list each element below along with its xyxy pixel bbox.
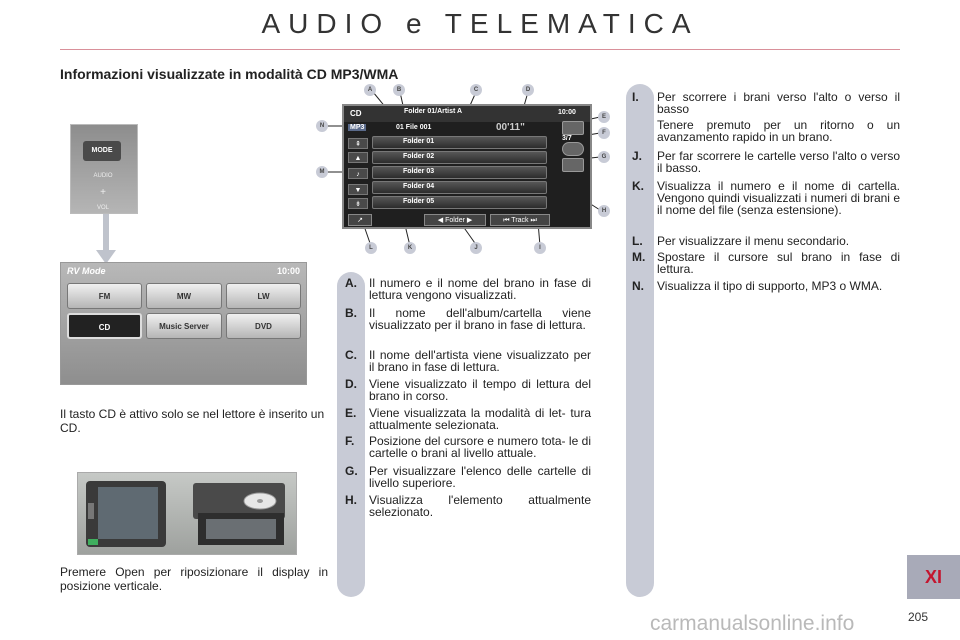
legend-letter: J. bbox=[632, 149, 643, 163]
plus-label: + bbox=[100, 187, 106, 198]
screen-clock: 10:00 bbox=[558, 109, 576, 116]
page-number: 205 bbox=[908, 610, 929, 624]
scroll-top-icon[interactable]: ⇞ bbox=[348, 138, 368, 149]
legend-text: Tenere premuto per un ritorno o un avanzamento rapido in un brano. bbox=[657, 118, 900, 144]
callout-d: D bbox=[522, 84, 534, 96]
legend-letter: C. bbox=[345, 348, 357, 362]
rv-button-lw[interactable]: LW bbox=[226, 283, 301, 309]
legend-text: Viene visualizzato il tempo di lettura del brano in corso. bbox=[369, 377, 591, 403]
screen-folder-artist: Folder 01/Artist A bbox=[404, 108, 463, 115]
legend-text: Visualizza il tipo di supporto, MP3 o WMA. bbox=[657, 279, 883, 293]
scroll-up-icon[interactable]: ▲ bbox=[348, 152, 368, 163]
legend-text-block bbox=[657, 91, 900, 147]
rv-mode-title: RV Mode bbox=[67, 266, 106, 276]
legend-text: Per far scorrere le cartelle verso l'alto o verso il basso. bbox=[657, 149, 900, 175]
screen-file: 01 File 001 bbox=[396, 124, 432, 131]
legend-text: Viene visualizzata la modalità di let- tura attualmente selezionata. bbox=[369, 406, 591, 432]
folder-label: Folder 01 bbox=[403, 138, 435, 145]
screen-top-bar bbox=[344, 106, 590, 122]
folder-label: Folder 03 bbox=[403, 168, 435, 175]
callout-e: E bbox=[598, 111, 610, 123]
scroll-down-icon[interactable]: ▼ bbox=[348, 184, 368, 195]
callout-g: G bbox=[598, 151, 610, 163]
callout-l: L bbox=[365, 242, 377, 254]
open-note: Premere Open per riposizionare il display in posizione verticale. bbox=[60, 565, 328, 593]
callout-i: I bbox=[534, 242, 546, 254]
legend-letter: B. bbox=[345, 306, 357, 320]
folder-label: Folder 04 bbox=[403, 183, 435, 190]
rv-button-music-server[interactable]: Music Server bbox=[146, 313, 222, 339]
rv-button-mw[interactable]: MW bbox=[146, 283, 222, 309]
callout-a: A bbox=[364, 84, 376, 96]
folder-row[interactable] bbox=[372, 166, 547, 179]
legend-letter: N. bbox=[632, 279, 644, 293]
legend-text: Il nome dell'artista viene visualizzato per il brano in fase di lettura. bbox=[369, 348, 591, 374]
callout-m: M bbox=[316, 166, 328, 178]
rv-button-dvd[interactable]: DVD bbox=[226, 313, 301, 339]
screen-position: 3/7 bbox=[562, 135, 572, 142]
legend-letter: E. bbox=[345, 406, 357, 420]
legend-letter: M. bbox=[632, 250, 646, 264]
callout-k: K bbox=[404, 242, 416, 254]
legend-letter: G. bbox=[345, 464, 358, 478]
legend-letter: A. bbox=[345, 276, 357, 290]
disc-icon[interactable] bbox=[562, 142, 584, 156]
screen-elapsed: 00'11" bbox=[496, 122, 525, 133]
callout-b: B bbox=[393, 84, 405, 96]
legend-letter: I. bbox=[632, 90, 639, 104]
title-divider bbox=[60, 49, 900, 50]
legend-text: Il numero e il nome del brano in fase di lettura vengono visualizzati. bbox=[369, 276, 591, 302]
display-open-illustration bbox=[78, 473, 296, 554]
rv-button-fm[interactable]: FM bbox=[67, 283, 142, 309]
folder-nav-button[interactable]: ◀ Folder ▶ bbox=[424, 214, 486, 226]
audio-label: AUDIO bbox=[93, 173, 113, 179]
rv-mode-screen bbox=[60, 262, 307, 385]
rv-mode-clock: 10:00 bbox=[276, 266, 300, 276]
screen-mp3-label: MP3 bbox=[350, 124, 365, 131]
callout-c: C bbox=[470, 84, 482, 96]
vol-label: VOL bbox=[96, 205, 109, 211]
current-track-icon[interactable]: ♪ bbox=[348, 168, 368, 179]
callout-j: J bbox=[470, 242, 482, 254]
legend-letter: H. bbox=[345, 493, 357, 507]
callout-f: F bbox=[598, 127, 610, 139]
legend-text: Il nome dell'album/cartella viene visualizzato per il brano in fase di lettura. bbox=[369, 306, 591, 332]
folder-row[interactable] bbox=[372, 151, 547, 164]
legend-text: Spostare il cursore sul brano in fase di lettura. bbox=[657, 250, 900, 276]
legend-letter: L. bbox=[632, 234, 643, 248]
mode-button: MODE bbox=[83, 141, 121, 161]
folder-up-icon[interactable] bbox=[562, 158, 584, 172]
callout-n: N bbox=[316, 120, 328, 132]
legend-text: Visualizza il numero e il nome di cartella. Vengono quindi visualizzati i numeri di brani e il nome del file (senza estensione). bbox=[657, 179, 900, 217]
legend-letter: K. bbox=[632, 179, 644, 193]
display-open-photo bbox=[77, 472, 297, 555]
callout-h: H bbox=[598, 205, 610, 217]
cd-note: Il tasto CD è attivo solo se nel lettore è inserito un CD. bbox=[60, 407, 325, 435]
legend-text: Visualizza l'elemento attualmente selezionato. bbox=[369, 493, 591, 519]
legend-text: Per scorrere i brani verso l'alto o verso il basso bbox=[657, 90, 900, 116]
mode-button-photo bbox=[70, 124, 138, 214]
secondary-menu-button[interactable]: ↗ bbox=[348, 214, 372, 226]
folder-row[interactable] bbox=[372, 196, 547, 209]
legend-letter: F. bbox=[345, 434, 355, 448]
screen-cd-label: CD bbox=[350, 109, 362, 118]
chapter-tab: XI bbox=[907, 555, 960, 599]
folder-row[interactable] bbox=[372, 181, 547, 194]
legend-text: Posizione del cursore e numero tota- le di cartelle o brani al livello attuale. bbox=[369, 434, 591, 460]
play-mode-icon[interactable] bbox=[562, 121, 584, 135]
legend-letter: D. bbox=[345, 377, 357, 391]
rv-button-cd[interactable]: CD bbox=[67, 313, 142, 339]
legend-text: Per visualizzare l'elenco delle cartelle di livello superiore. bbox=[369, 464, 591, 490]
folder-label: Folder 02 bbox=[403, 153, 435, 160]
watermark: carmanualsonline.info bbox=[650, 612, 855, 635]
track-nav-button[interactable]: ⏮ Track ⏭ bbox=[490, 214, 550, 226]
folder-label: Folder 05 bbox=[403, 198, 435, 205]
scroll-bottom-icon[interactable]: ⇟ bbox=[348, 198, 368, 209]
folder-row[interactable] bbox=[372, 136, 547, 149]
cd-mp3-screen bbox=[342, 104, 592, 229]
section-heading: Informazioni visualizzate in modalità CD MP3/WMA bbox=[60, 66, 399, 82]
legend-text: Per visualizzare il menu secondario. bbox=[657, 234, 850, 248]
page-title: AUDIO e TELEMATICA bbox=[261, 8, 699, 39]
